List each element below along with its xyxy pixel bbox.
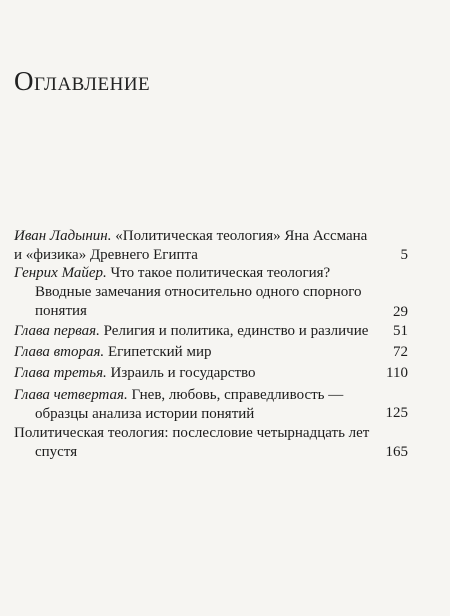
toc-entry-line: и «физика» Древнего Египта bbox=[14, 247, 198, 263]
toc-page-number: 125 bbox=[385, 405, 408, 421]
toc-entry-author: Генрих Майер. bbox=[14, 265, 107, 281]
toc-entry-title: Что такое политическая теология? bbox=[110, 265, 331, 281]
toc-entry-title: Гнев, любовь, справедливость — bbox=[131, 387, 344, 403]
toc-entry-line bbox=[14, 364, 409, 383]
toc-entry-author: Глава четвертая. bbox=[14, 387, 128, 403]
toc-entry-line: образцы анализа истории понятий bbox=[35, 406, 255, 422]
toc-entry-title: «Политическая теология» Яна Ассмана bbox=[115, 228, 368, 244]
toc-entry bbox=[14, 364, 409, 383]
toc-entry-author: Глава вторая. bbox=[14, 344, 105, 360]
toc-page-number: 29 bbox=[393, 304, 408, 320]
toc-entry-author: Глава первая. bbox=[14, 323, 100, 339]
toc-page-number: 72 bbox=[393, 344, 408, 360]
toc-entry-title: Египетский мир bbox=[107, 344, 212, 360]
toc-entry bbox=[14, 386, 409, 424]
toc-entry-line bbox=[14, 343, 409, 362]
page-title: Оглавление bbox=[14, 66, 151, 96]
toc-entry bbox=[14, 424, 409, 462]
toc-entry-author: Глава третья. bbox=[14, 365, 107, 381]
toc-entry-title: Религия и политика, единство и различие bbox=[103, 323, 369, 339]
toc-entry bbox=[14, 264, 409, 321]
toc-page-number: 165 bbox=[385, 444, 408, 460]
toc-entry bbox=[14, 322, 409, 341]
toc-entry-line bbox=[14, 322, 409, 341]
toc-entry-author: Иван Ладынин. bbox=[14, 228, 112, 244]
toc-page-number: 5 bbox=[400, 247, 408, 263]
toc-entry-line bbox=[14, 386, 409, 405]
toc-entry bbox=[14, 227, 409, 265]
toc-entry-title: Израиль и государство bbox=[110, 365, 256, 381]
toc-entry-line bbox=[14, 227, 409, 246]
toc-page-number: 51 bbox=[393, 323, 408, 339]
toc-entry bbox=[14, 343, 409, 362]
toc-entry-line: Вводные замечания относительно одного спорного bbox=[35, 284, 362, 300]
toc-entry-line: Политическая теология: послесловие четырнадцать лет bbox=[14, 425, 370, 441]
toc-entry-line: спустя bbox=[35, 444, 78, 460]
toc-entry-line bbox=[14, 264, 409, 283]
toc-page-number: 110 bbox=[386, 365, 408, 381]
toc-entry-line: понятия bbox=[35, 303, 87, 319]
